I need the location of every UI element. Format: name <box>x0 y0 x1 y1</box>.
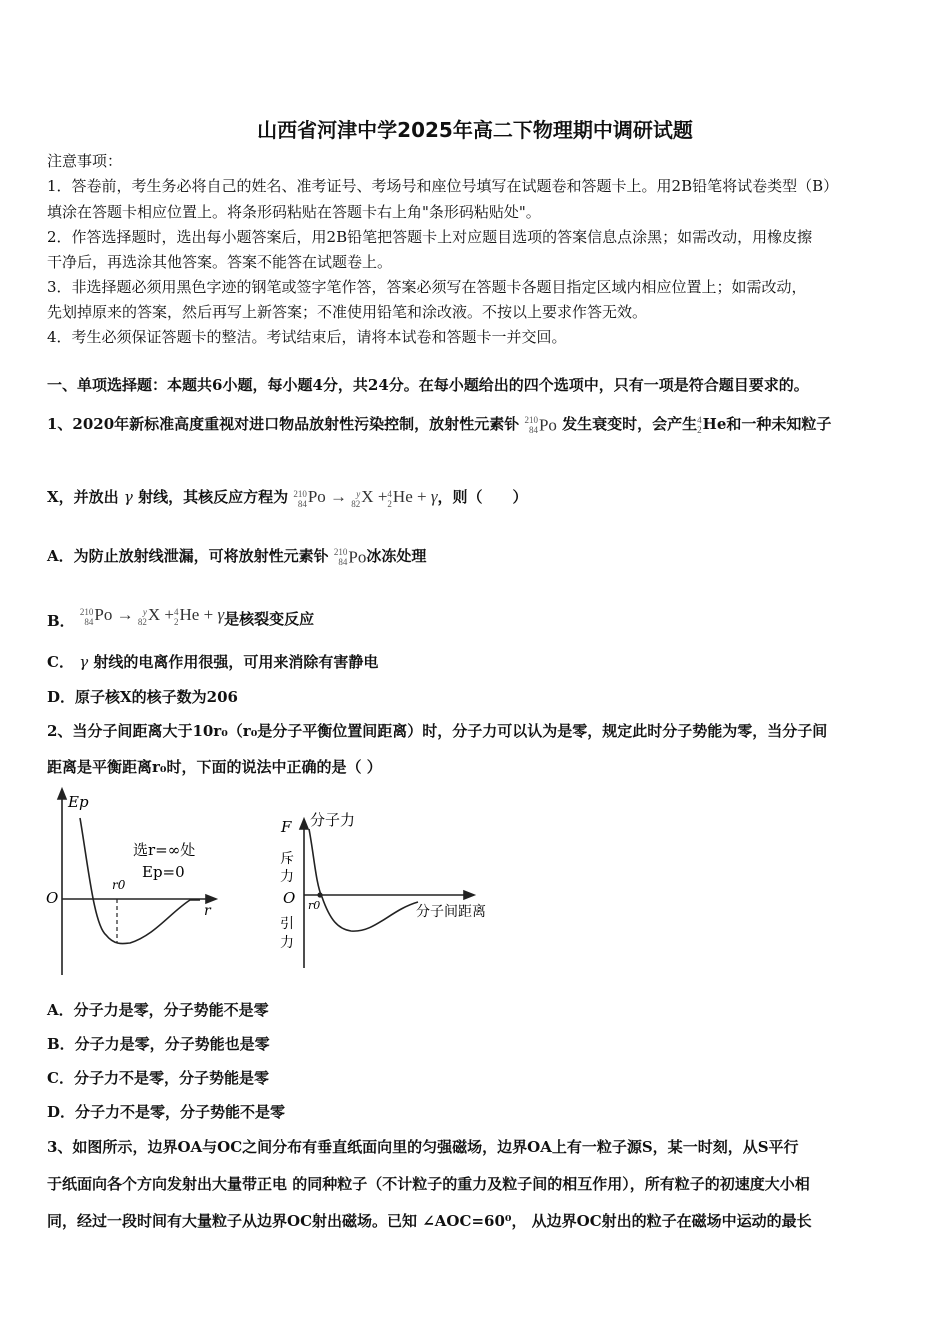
q1-option-c[interactable]: C． γ 射线的电离作用很强，可用来消除有害静电 <box>47 653 379 671</box>
q1-option-b[interactable]: B． 210 84 Po → y 82 X + 4 2 He + γ是核裂变反应 <box>47 605 315 630</box>
q1-option-a[interactable]: A．为防止放射线泄漏，可将放射性元素钋 210 84 Po冰冻处理 <box>47 547 427 568</box>
q2-option-a[interactable]: A．分子力是零，分子势能不是零 <box>47 1001 269 1019</box>
potential-energy-graph <box>58 789 216 975</box>
helium-nuclide: 4 2 <box>697 415 702 436</box>
graph-title: 分子力 <box>310 811 356 829</box>
q2-option-b[interactable]: B．分子力是零，分子势能也是零 <box>47 1035 270 1053</box>
note-text: 选r=∞处 <box>133 841 196 859</box>
polonium-nuclide: 210 84 Po <box>333 547 367 568</box>
repulsion-label: 力 <box>280 869 294 885</box>
nuclear-equation: 210 84 Po → y 82 X + 4 2 He + γ <box>293 487 438 509</box>
question-2-line-1: 2、当分子间距离大于10r₀（r₀是分子平衡位置间距离）时，分子力可以认为是零，规定此时分子势能为零，当分子间 <box>47 722 828 740</box>
question-1-line-2 <box>47 487 528 509</box>
question-2-line-2: 距离是平衡距离r₀时，下面的说法中正确的是（ ） <box>47 758 382 776</box>
text: 发生衰变时，会产生 <box>562 415 698 433</box>
question-3-line: 于纸面向各个方向发射出大量带正电 的同种粒子（不计粒子的重力及粒子间的相互作用），所有粒子的初速度大小相 <box>47 1175 810 1193</box>
r-label: r <box>204 903 211 919</box>
note-line: 2．作答选择题时，选出每小题答案后，用2B铅笔把答题卡上对应题目选项的答案信息点涂黑；如需改动，用橡皮擦 <box>47 228 813 246</box>
repulsion-label: 斥 <box>280 851 294 867</box>
molecular-force-graph <box>300 819 474 968</box>
notes-heading: 注意事项： <box>47 152 123 170</box>
note-line: 填涂在答题卡相应位置上。将条形码粘贴在答题卡右上角"条形码粘贴处"。 <box>47 203 541 221</box>
question-3-line: 3、如图所示，边界OA与OC之间分布有垂直纸面向里的匀强磁场，边界OA上有一粒子源S，某一时刻，从S平行 <box>47 1138 799 1156</box>
page-title: 山西省河津中学2025年高二下物理期中调研试题 <box>257 118 693 142</box>
text: He和一种未知粒子 <box>702 415 832 433</box>
q1-option-d[interactable]: D．原子核X的核子数为206 <box>47 688 238 706</box>
question-1-line-1 <box>47 414 831 435</box>
note-line: 3．非选择题必须用黑色字迹的钢笔或签字笔作答，答案必须写在答题卡各题目指定区域内相应位置上；如需改动， <box>47 278 807 296</box>
text: ，则（ ） <box>437 488 528 506</box>
question-3-line: 同，经过一段时间有大量粒子从边界OC射出磁场。已知 ∠AOC=60⁰， 从边界OC射出的粒子在磁场中运动的最长 <box>47 1212 812 1230</box>
attraction-label: 力 <box>280 935 294 951</box>
origin-label: O <box>46 889 59 907</box>
text: 射线，其核反应方程为 <box>138 488 289 506</box>
r0-label: r0 <box>112 878 126 892</box>
attraction-label: 引 <box>280 916 294 932</box>
molecular-graphs-figure <box>40 785 520 980</box>
ep-label: Ep <box>68 793 89 811</box>
force-curve <box>309 829 418 931</box>
text: 1、2020年新标准高度重视对进口物品放射性污染控制，放射性元素钋 <box>47 415 520 433</box>
f-label: F <box>281 818 292 836</box>
note-line: 干净后，再选涂其他答案。答案不能答在试题卷上。 <box>47 253 393 271</box>
nuclear-equation: 210 84 Po → y 82 X + 4 2 He + γ <box>79 605 225 627</box>
q2-option-c[interactable]: C．分子力不是零，分子势能是零 <box>47 1069 269 1087</box>
note-line: 1．答卷前，考生务必将自己的姓名、准考证号、考场号和座位号填写在试题卷和答题卡上。用2B铅笔将试卷类型（B） <box>47 177 839 195</box>
note-text: Ep=0 <box>142 863 185 881</box>
distance-label: 分子间距离 <box>416 904 486 920</box>
q2-option-d[interactable]: D．分子力不是零，分子势能不是零 <box>47 1103 286 1121</box>
note-line: 4．考生必须保证答题卡的整洁。考试结束后，请将本试卷和答题卡一并交回。 <box>47 328 567 346</box>
polonium-nuclide: 210 84 Po <box>524 415 557 436</box>
text: X，并放出 <box>47 488 119 506</box>
r0-label: r0 <box>308 899 321 912</box>
note-line: 先划掉原来的答案，然后再写上新答案；不准使用铅笔和涂改液。不按以上要求作答无效。 <box>47 303 648 321</box>
gamma-symbol: γ <box>123 488 133 506</box>
origin-label: O <box>283 889 296 907</box>
section-heading: 一、单项选择题：本题共6小题，每小题4分，共24分。在每小题给出的四个选项中，只有一项是符合题目要求的。 <box>47 376 809 394</box>
